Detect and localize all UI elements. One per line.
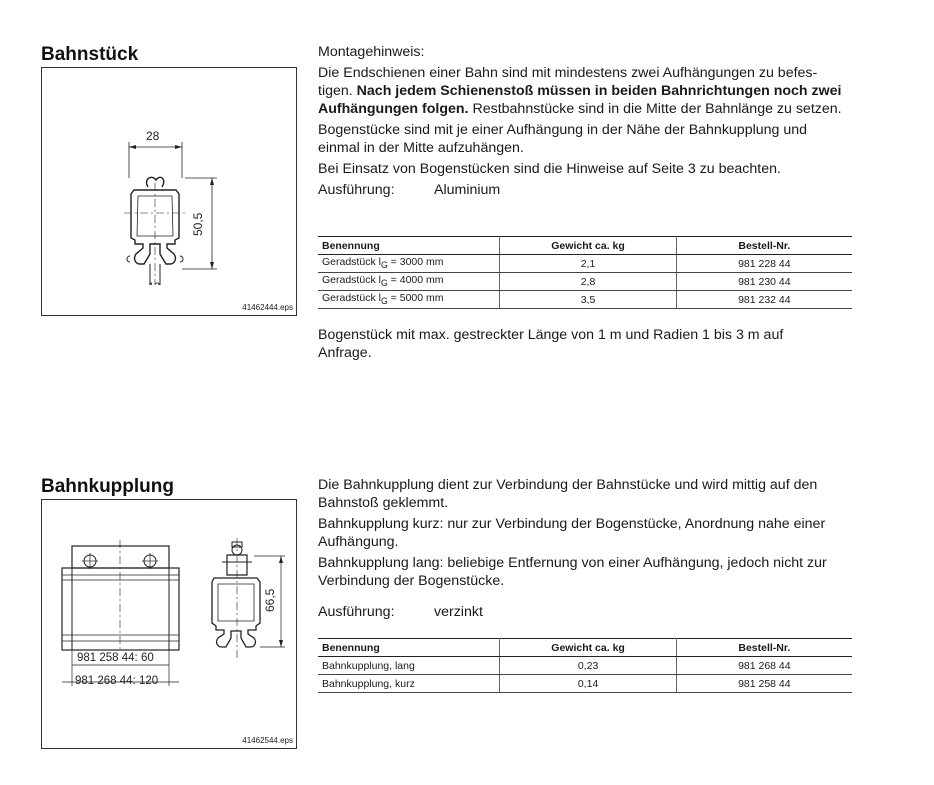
spec-table-bahnstueck bbox=[318, 236, 852, 309]
cell-name: Bahnkupplung, lang bbox=[318, 657, 500, 675]
cell-name: Bahnkupplung, kurz bbox=[318, 675, 500, 693]
cell-order: 981 268 44 bbox=[676, 657, 852, 675]
section2-text bbox=[318, 476, 848, 621]
dim-height: 50,5 bbox=[191, 212, 205, 236]
coupling-para2: Bahnkupplung kurz: nur zur Verbindung der Bogenstücke, Anordnung nahe einer Aufhängung. bbox=[318, 516, 826, 550]
table-row bbox=[318, 255, 852, 273]
dim-width: 28 bbox=[146, 129, 160, 143]
section1-note: Bogenstück mit max. gestreckter Länge von 1 m und Radien 1 bis 3 m auf Anfrage. bbox=[318, 327, 784, 361]
table-row bbox=[318, 657, 852, 675]
dim-coupling-height: 66,5 bbox=[263, 588, 277, 612]
label-short-coupling: 981 258 44: 60 bbox=[77, 652, 154, 664]
cell-weight: 0,14 bbox=[500, 675, 676, 693]
spec-table-bahnkupplung bbox=[318, 638, 852, 693]
execution-label: Ausführung: bbox=[318, 182, 395, 198]
section1-text bbox=[318, 43, 848, 199]
table-row bbox=[318, 291, 852, 309]
cell-weight: 3,5 bbox=[500, 291, 676, 309]
section-title-bahnstueck: Bahnstück bbox=[41, 44, 139, 65]
col-header-name: Benennung bbox=[318, 639, 500, 657]
col-header-name: Benennung bbox=[318, 237, 500, 255]
coupling-para3: Bahnkupplung lang: beliebige Entfernung von einer Aufhängung, jedoch nicht zur Verbindung der Bogenstücke. bbox=[318, 555, 827, 589]
col-header-weight: Gewicht ca. kg bbox=[500, 237, 676, 255]
table-row bbox=[318, 675, 852, 693]
cell-order: 981 258 44 bbox=[676, 675, 852, 693]
col-header-order: Bestell-Nr. bbox=[676, 237, 852, 255]
para1-text-a: Die Endschienen einer Bahn sind mit mindestens zwei Aufhängungen zu befes-tigen. bbox=[318, 65, 818, 99]
mount-para3: Bei Einsatz von Bogenstücken sind die Hinweise auf Seite 3 zu beachten. bbox=[318, 161, 781, 177]
cell-order: 981 230 44 bbox=[676, 273, 852, 291]
table-row bbox=[318, 273, 852, 291]
mount-label: Montagehinweis: bbox=[318, 44, 425, 60]
cell-name: Geradstück $l_G = 4000$ mm bbox=[318, 273, 500, 291]
cell-weight: 2,1 bbox=[500, 255, 676, 273]
cell-order: 981 228 44 bbox=[676, 255, 852, 273]
label-long-coupling: 981 268 44: 120 bbox=[75, 675, 159, 687]
section-title-bahnkupplung: Bahnkupplung bbox=[41, 476, 174, 497]
figure-filename: 41462544.eps bbox=[242, 736, 293, 745]
execution-row bbox=[318, 181, 848, 199]
execution-label: Ausführung: bbox=[318, 604, 395, 620]
para1-text-c: Restbahnstücke sind in die Mitte der Bahnlänge zu setzen. bbox=[472, 101, 842, 117]
cell-name: Geradstück $l_G = 3000$ mm bbox=[318, 255, 500, 273]
rail-profile-drawing bbox=[42, 68, 296, 315]
para1-text-bold: Nach jedem Schienenstoß müssen in beiden Bahnrichtungen noch zwei Aufhängungen folgen. bbox=[318, 83, 842, 117]
table-header-row bbox=[318, 639, 852, 657]
col-header-weight: Gewicht ca. kg bbox=[500, 639, 676, 657]
cell-weight: 2,8 bbox=[500, 273, 676, 291]
figure-bahnstueck bbox=[41, 67, 297, 316]
execution-value: Aluminium bbox=[434, 182, 501, 198]
table-header-row bbox=[318, 237, 852, 255]
coupling-para1: Die Bahnkupplung dient zur Verbindung der Bahnstücke und wird mittig auf den Bahnstoß geklemmt. bbox=[318, 477, 818, 511]
col-header-order: Bestell-Nr. bbox=[676, 639, 852, 657]
execution-row bbox=[318, 603, 848, 621]
cell-order: 981 232 44 bbox=[676, 291, 852, 309]
coupling-drawing bbox=[42, 500, 296, 748]
cell-name: Geradstück $l_G = 5000$ mm bbox=[318, 291, 500, 309]
figure-filename: 41462444.eps bbox=[242, 303, 293, 312]
mount-para1 bbox=[318, 64, 848, 118]
cell-weight: 0,23 bbox=[500, 657, 676, 675]
mount-para2: Bogenstücke sind mit je einer Aufhängung in der Nähe der Bahnkupplung und einmal in der Mitte aufzuhängen. bbox=[318, 122, 808, 156]
execution-value: verzinkt bbox=[434, 604, 483, 620]
figure-bahnkupplung bbox=[41, 499, 297, 749]
